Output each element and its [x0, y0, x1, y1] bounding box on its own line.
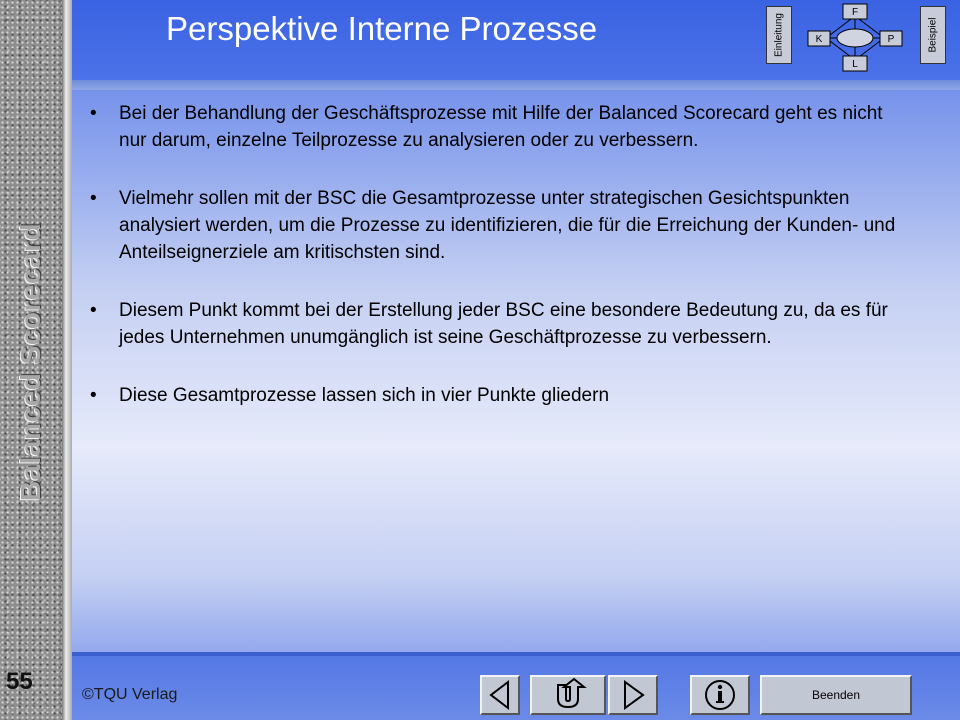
- diagram-label-right: P: [887, 34, 895, 45]
- nav-beispiel-button[interactable]: [920, 6, 946, 64]
- previous-button[interactable]: [480, 675, 520, 715]
- info-icon: [692, 677, 748, 713]
- bullet-text: Diesem Punkt kommt bei der Erstellung jeder BSC eine besondere Bedeutung zu, da es für jedes Unternehmen unumgänglich ist seine Geschäftprozesse zu verbessern.: [119, 300, 888, 348]
- bullet-dot: •: [90, 300, 97, 321]
- bullet-item: [90, 382, 908, 409]
- brand-vertical-text: Balanced Scorecard: [15, 222, 46, 502]
- diagram-label-bottom: L: [852, 59, 858, 70]
- return-button[interactable]: [530, 675, 606, 715]
- bullet-item: [90, 185, 908, 266]
- copyright-text: ©TQU Verlag: [82, 686, 178, 703]
- diagram-box-right[interactable]: [880, 31, 902, 46]
- diagram-box-bottom[interactable]: [843, 56, 867, 71]
- bullet-dot: •: [90, 385, 97, 406]
- triangle-right-icon: [610, 677, 656, 713]
- bullet-list: [90, 100, 908, 440]
- quit-button[interactable]: Beenden: [760, 675, 912, 715]
- page-number: 55: [6, 668, 33, 695]
- bullet-text: Diese Gesamtprozesse lassen sich in vier Punkte gliedern: [119, 385, 610, 406]
- nav-einleitung-button[interactable]: [766, 6, 792, 64]
- next-button[interactable]: [608, 675, 658, 715]
- footer-divider: [72, 652, 960, 656]
- diagram-box-left[interactable]: [808, 31, 830, 46]
- u-turn-icon: [532, 677, 604, 713]
- triangle-left-icon: [482, 677, 518, 713]
- bullet-item: [90, 100, 908, 154]
- bullet-item: [90, 297, 908, 351]
- bullet-dot: •: [90, 103, 97, 124]
- info-button[interactable]: [690, 675, 750, 715]
- diagram-label-left: K: [815, 34, 823, 45]
- diagram-box-top[interactable]: [843, 4, 867, 19]
- bullet-text: Vielmehr sollen mit der BSC die Gesamtprozesse unter strategischen Gesichtspunkten analysiert werden, um die Prozesse zu identifizieren, die für die Erreichung der Kunden- und Anteilseignerziele am kritischsten sind.: [119, 188, 896, 263]
- perspective-diagram: [796, 2, 914, 74]
- page-title: Perspektive Interne Prozesse: [166, 10, 598, 47]
- sidebar-bevel: [62, 0, 72, 720]
- nav-einleitung-label: Einleitung: [773, 13, 785, 57]
- bullet-text: Bei der Behandlung der Geschäftsprozesse mit Hilfe der Balanced Scorecard geht es nicht nur darum, einzelne Teilprozesse zu analysieren oder zu verbessern.: [119, 103, 883, 151]
- bullet-dot: •: [90, 188, 97, 209]
- header-band: [72, 80, 960, 90]
- diagram-label-top: F: [851, 7, 859, 18]
- nav-beispiel-label: Beispiel: [927, 17, 939, 53]
